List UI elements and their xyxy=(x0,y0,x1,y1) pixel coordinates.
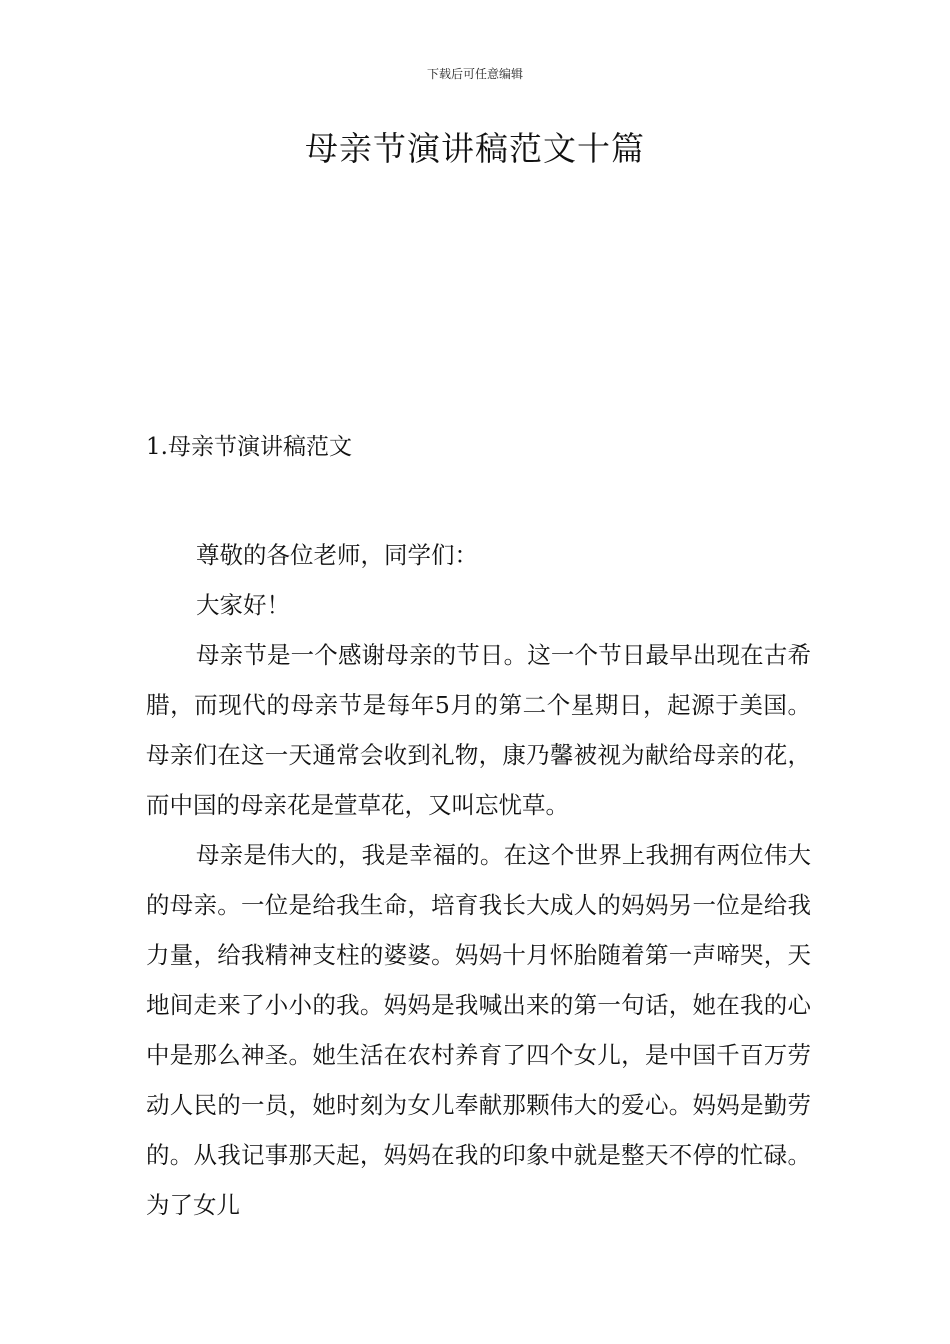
section-heading: 1.母亲节演讲稿范文 xyxy=(146,434,352,460)
header-note: 下载后可任意编辑 xyxy=(426,67,523,81)
body-text xyxy=(146,530,811,1230)
body-paragraph: 母亲是伟大的，我是幸福的。在这个世界上我拥有两位伟大的母亲。一位是给我生命，培育我长大成人的妈妈另一位是给我力量，给我精神支柱的婆婆。妈妈十月怀胎随着第一声啼哭，天地间走来了小小的我。妈妈是我喊出来的第一句话，她在我的心中是那么神圣。她生活在农村养育了四个女儿，是中国千百万劳动人民的一员，她时刻为女儿奉献那颗伟大的爱心。妈妈是勤劳的。从我记事那天起，妈妈在我的印象中就是整天不停的忙碌。为了女儿 xyxy=(146,841,811,1219)
greeting-paragraph: 尊敬的各位老师，同学们： xyxy=(196,541,478,569)
document-title: 母亲节演讲稿范文十篇 xyxy=(305,129,645,168)
body-paragraph: 母亲节是一个感谢母亲的节日。这一个节日最早出现在古希腊，而现代的母亲节是每年5月的第二个星期日，起源于美国。母亲们在这一天通常会收到礼物，康乃馨被视为献给母亲的花，而中国的母亲花是萱草花，又叫忘忧草。 xyxy=(146,641,811,819)
salutation-paragraph: 大家好！ xyxy=(196,591,290,619)
